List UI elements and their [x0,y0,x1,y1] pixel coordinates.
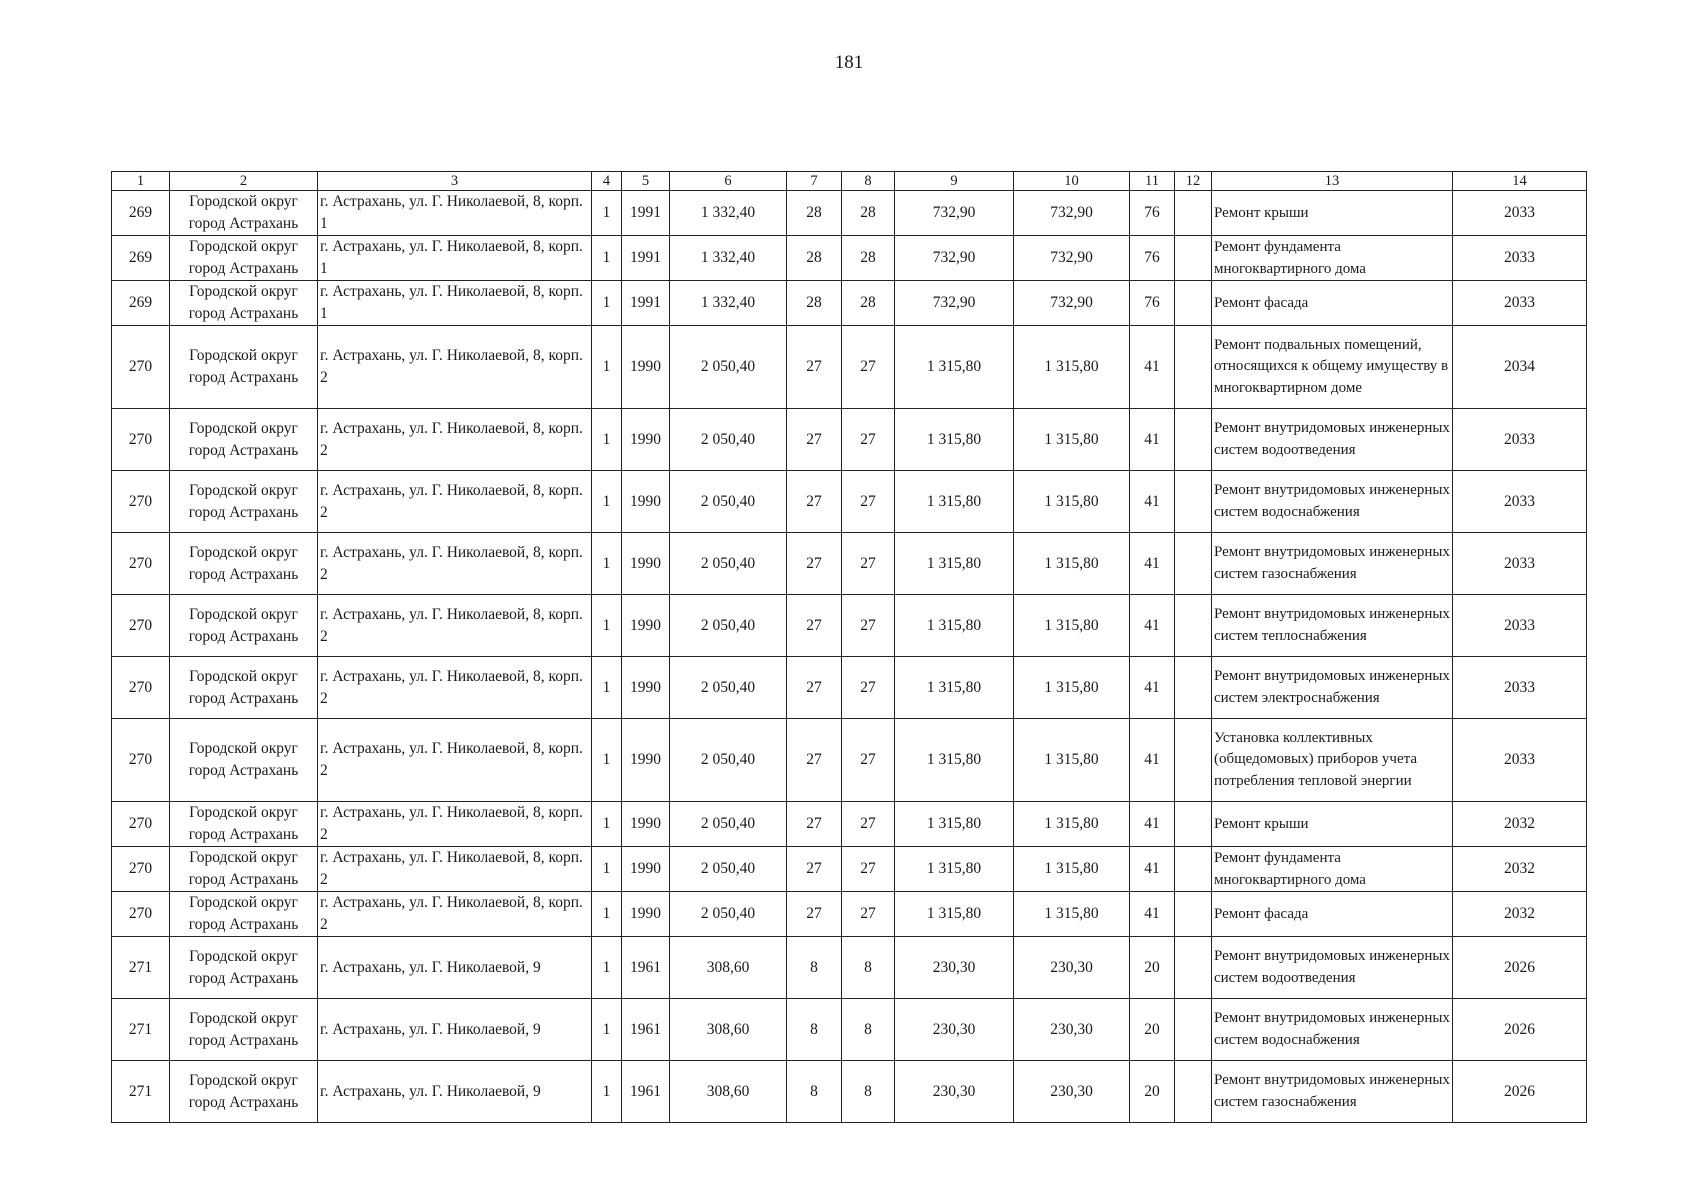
col-7-cell: 27 [787,533,842,595]
column-header: 10 [1014,172,1130,191]
total-area-cell: 1 332,40 [670,191,787,236]
municipality-cell: Городской округ город Астрахань [170,999,318,1061]
municipality-cell: Городской округ город Астрахань [170,281,318,326]
area-cell: 1 315,80 [895,326,1014,409]
col-7-cell: 27 [787,595,842,657]
col-12-cell [1175,326,1212,409]
column-header: 2 [170,172,318,191]
col-8-cell: 28 [842,281,895,326]
residents-cell: 76 [1130,236,1175,281]
table-row [112,533,1587,595]
col-4-cell: 1 [592,281,622,326]
municipality-cell: Городской округ город Астрахань [170,657,318,719]
col-8-cell: 27 [842,533,895,595]
planned-year-cell: 2033 [1453,471,1587,533]
col-4-cell: 1 [592,719,622,802]
planned-year-cell: 2033 [1453,409,1587,471]
planned-year-cell: 2026 [1453,1061,1587,1123]
work-type-cell: Ремонт внутридомовых инженерных систем газоснабжения [1212,533,1453,595]
col-8-cell: 27 [842,657,895,719]
work-type-cell: Ремонт внутридомовых инженерных систем водоснабжения [1212,471,1453,533]
col-7-cell: 28 [787,236,842,281]
planned-year-cell: 2033 [1453,236,1587,281]
residents-cell: 20 [1130,1061,1175,1123]
year-cell: 1961 [622,1061,670,1123]
address-cell: г. Астрахань, ул. Г. Николаевой, 8, корп. 2 [318,471,592,533]
area-cell-2: 230,30 [1014,999,1130,1061]
planned-year-cell: 2033 [1453,191,1587,236]
total-area-cell: 2 050,40 [670,409,787,471]
object-number: 269 [112,281,170,326]
col-12-cell [1175,471,1212,533]
address-cell: г. Астрахань, ул. Г. Николаевой, 9 [318,999,592,1061]
residents-cell: 20 [1130,937,1175,999]
municipality-cell: Городской округ город Астрахань [170,937,318,999]
residents-cell: 41 [1130,657,1175,719]
year-cell: 1990 [622,533,670,595]
area-cell: 1 315,80 [895,847,1014,892]
col-7-cell: 27 [787,847,842,892]
col-8-cell: 27 [842,595,895,657]
col-7-cell: 27 [787,471,842,533]
column-header: 7 [787,172,842,191]
col-4-cell: 1 [592,236,622,281]
col-7-cell: 8 [787,937,842,999]
table-row [112,847,1587,892]
total-area-cell: 2 050,40 [670,595,787,657]
total-area-cell: 2 050,40 [670,802,787,847]
col-8-cell: 27 [842,719,895,802]
col-7-cell: 28 [787,191,842,236]
table-row [112,657,1587,719]
area-cell-2: 1 315,80 [1014,533,1130,595]
col-12-cell [1175,281,1212,326]
column-header: 1 [112,172,170,191]
residents-cell: 41 [1130,847,1175,892]
year-cell: 1961 [622,999,670,1061]
column-header: 4 [592,172,622,191]
area-cell: 1 315,80 [895,657,1014,719]
planned-year-cell: 2033 [1453,719,1587,802]
address-cell: г. Астрахань, ул. Г. Николаевой, 9 [318,937,592,999]
year-cell: 1990 [622,326,670,409]
area-cell-2: 732,90 [1014,191,1130,236]
planned-year-cell: 2033 [1453,281,1587,326]
area-cell: 732,90 [895,281,1014,326]
header-row [112,172,1587,191]
year-cell: 1990 [622,719,670,802]
area-cell-2: 1 315,80 [1014,892,1130,937]
work-type-cell: Ремонт внутридомовых инженерных систем электроснабжения [1212,657,1453,719]
col-12-cell [1175,719,1212,802]
col-12-cell [1175,937,1212,999]
col-12-cell [1175,802,1212,847]
municipality-cell: Городской округ город Астрахань [170,719,318,802]
planned-year-cell: 2032 [1453,847,1587,892]
object-number: 270 [112,802,170,847]
object-number: 270 [112,595,170,657]
table-row [112,471,1587,533]
col-4-cell: 1 [592,595,622,657]
work-type-cell: Ремонт фундамента многоквартирного дома [1212,236,1453,281]
work-type-cell: Ремонт внутридомовых инженерных систем теплоснабжения [1212,595,1453,657]
col-12-cell [1175,999,1212,1061]
work-type-cell: Ремонт фундамента многоквартирного дома [1212,847,1453,892]
col-7-cell: 27 [787,892,842,937]
column-header: 12 [1175,172,1212,191]
object-number: 270 [112,719,170,802]
year-cell: 1991 [622,281,670,326]
work-type-cell: Установка коллективных (общедомовых) приборов учета потребления тепловой энергии [1212,719,1453,802]
object-number: 271 [112,937,170,999]
col-12-cell [1175,657,1212,719]
col-12-cell [1175,892,1212,937]
work-type-cell: Ремонт внутридомовых инженерных систем водоотведения [1212,409,1453,471]
area-cell-2: 1 315,80 [1014,657,1130,719]
col-7-cell: 27 [787,802,842,847]
table-row [112,719,1587,802]
col-12-cell [1175,191,1212,236]
col-4-cell: 1 [592,191,622,236]
planned-year-cell: 2032 [1453,892,1587,937]
table-row [112,1061,1587,1123]
residents-cell: 76 [1130,191,1175,236]
area-cell-2: 1 315,80 [1014,471,1130,533]
area-cell-2: 732,90 [1014,236,1130,281]
area-cell: 732,90 [895,191,1014,236]
area-cell-2: 1 315,80 [1014,719,1130,802]
year-cell: 1990 [622,471,670,533]
col-4-cell: 1 [592,802,622,847]
residents-cell: 41 [1130,533,1175,595]
col-4-cell: 1 [592,999,622,1061]
area-cell: 1 315,80 [895,533,1014,595]
area-cell-2: 230,30 [1014,937,1130,999]
total-area-cell: 2 050,40 [670,471,787,533]
residents-cell: 76 [1130,281,1175,326]
column-header: 9 [895,172,1014,191]
area-cell: 1 315,80 [895,802,1014,847]
address-cell: г. Астрахань, ул. Г. Николаевой, 8, корп. 2 [318,802,592,847]
municipality-cell: Городской округ город Астрахань [170,847,318,892]
work-type-cell: Ремонт внутридомовых инженерных систем водоотведения [1212,937,1453,999]
total-area-cell: 2 050,40 [670,892,787,937]
municipality-cell: Городской округ город Астрахань [170,1061,318,1123]
area-cell-2: 230,30 [1014,1061,1130,1123]
municipality-cell: Городской округ город Астрахань [170,326,318,409]
municipality-cell: Городской округ город Астрахань [170,892,318,937]
address-cell: г. Астрахань, ул. Г. Николаевой, 8, корп. 2 [318,847,592,892]
address-cell: г. Астрахань, ул. Г. Николаевой, 8, корп. 2 [318,595,592,657]
col-8-cell: 8 [842,937,895,999]
col-12-cell [1175,595,1212,657]
col-4-cell: 1 [592,409,622,471]
residents-cell: 41 [1130,326,1175,409]
object-number: 270 [112,326,170,409]
municipality-cell: Городской округ город Астрахань [170,409,318,471]
col-12-cell [1175,409,1212,471]
col-7-cell: 27 [787,657,842,719]
col-7-cell: 27 [787,326,842,409]
col-4-cell: 1 [592,937,622,999]
object-number: 269 [112,191,170,236]
total-area-cell: 2 050,40 [670,657,787,719]
object-number: 270 [112,533,170,595]
col-7-cell: 28 [787,281,842,326]
residents-cell: 41 [1130,595,1175,657]
year-cell: 1990 [622,657,670,719]
area-cell: 1 315,80 [895,719,1014,802]
address-cell: г. Астрахань, ул. Г. Николаевой, 8, корп. 1 [318,281,592,326]
planned-year-cell: 2033 [1453,595,1587,657]
planned-year-cell: 2034 [1453,326,1587,409]
area-cell: 1 315,80 [895,409,1014,471]
total-area-cell: 308,60 [670,1061,787,1123]
planned-year-cell: 2032 [1453,802,1587,847]
col-7-cell: 8 [787,1061,842,1123]
work-type-cell: Ремонт фасада [1212,892,1453,937]
repair-schedule-table [111,171,1587,1123]
year-cell: 1990 [622,802,670,847]
total-area-cell: 2 050,40 [670,847,787,892]
address-cell: г. Астрахань, ул. Г. Николаевой, 8, корп. 2 [318,892,592,937]
column-header: 14 [1453,172,1587,191]
col-12-cell [1175,847,1212,892]
municipality-cell: Городской округ город Астрахань [170,595,318,657]
year-cell: 1990 [622,409,670,471]
year-cell: 1961 [622,937,670,999]
area-cell: 732,90 [895,236,1014,281]
area-cell-2: 1 315,80 [1014,802,1130,847]
planned-year-cell: 2026 [1453,999,1587,1061]
work-type-cell: Ремонт крыши [1212,802,1453,847]
object-number: 270 [112,847,170,892]
total-area-cell: 308,60 [670,999,787,1061]
address-cell: г. Астрахань, ул. Г. Николаевой, 8, корп. 2 [318,326,592,409]
column-header: 3 [318,172,592,191]
table-row [112,191,1587,236]
col-8-cell: 27 [842,471,895,533]
page-number: 181 [834,52,864,73]
object-number: 270 [112,892,170,937]
area-cell-2: 1 315,80 [1014,847,1130,892]
column-header: 6 [670,172,787,191]
object-number: 271 [112,999,170,1061]
object-number: 271 [112,1061,170,1123]
area-cell-2: 1 315,80 [1014,595,1130,657]
residents-cell: 20 [1130,999,1175,1061]
residents-cell: 41 [1130,802,1175,847]
col-8-cell: 8 [842,1061,895,1123]
address-cell: г. Астрахань, ул. Г. Николаевой, 8, корп. 2 [318,409,592,471]
object-number: 270 [112,471,170,533]
area-cell: 230,30 [895,937,1014,999]
residents-cell: 41 [1130,409,1175,471]
col-4-cell: 1 [592,326,622,409]
municipality-cell: Городской округ город Астрахань [170,471,318,533]
col-4-cell: 1 [592,892,622,937]
col-4-cell: 1 [592,471,622,533]
column-header: 5 [622,172,670,191]
object-number: 269 [112,236,170,281]
col-7-cell: 27 [787,409,842,471]
table-row [112,802,1587,847]
object-number: 270 [112,409,170,471]
year-cell: 1991 [622,236,670,281]
column-header: 8 [842,172,895,191]
municipality-cell: Городской округ город Астрахань [170,191,318,236]
work-type-cell: Ремонт подвальных помещений, относящихся к общему имуществу в многоквартирном доме [1212,326,1453,409]
table-row [112,409,1587,471]
area-cell: 230,30 [895,1061,1014,1123]
col-4-cell: 1 [592,533,622,595]
table-row [112,937,1587,999]
col-8-cell: 27 [842,892,895,937]
total-area-cell: 2 050,40 [670,719,787,802]
area-cell: 1 315,80 [895,892,1014,937]
col-7-cell: 27 [787,719,842,802]
total-area-cell: 308,60 [670,937,787,999]
total-area-cell: 2 050,40 [670,326,787,409]
table-row [112,326,1587,409]
table-row [112,892,1587,937]
table-row [112,281,1587,326]
area-cell: 1 315,80 [895,595,1014,657]
address-cell: г. Астрахань, ул. Г. Николаевой, 8, корп. 2 [318,533,592,595]
year-cell: 1990 [622,847,670,892]
year-cell: 1991 [622,191,670,236]
column-header: 13 [1212,172,1453,191]
area-cell-2: 1 315,80 [1014,409,1130,471]
col-8-cell: 27 [842,326,895,409]
col-4-cell: 1 [592,1061,622,1123]
total-area-cell: 2 050,40 [670,533,787,595]
work-type-cell: Ремонт внутридомовых инженерных систем газоснабжения [1212,1061,1453,1123]
col-8-cell: 28 [842,191,895,236]
municipality-cell: Городской округ город Астрахань [170,236,318,281]
work-type-cell: Ремонт крыши [1212,191,1453,236]
address-cell: г. Астрахань, ул. Г. Николаевой, 8, корп. 1 [318,236,592,281]
col-12-cell [1175,1061,1212,1123]
residents-cell: 41 [1130,892,1175,937]
address-cell: г. Астрахань, ул. Г. Николаевой, 8, корп. 2 [318,719,592,802]
area-cell-2: 732,90 [1014,281,1130,326]
table-row [112,236,1587,281]
col-7-cell: 8 [787,999,842,1061]
area-cell-2: 1 315,80 [1014,326,1130,409]
col-12-cell [1175,236,1212,281]
col-4-cell: 1 [592,847,622,892]
work-type-cell: Ремонт внутридомовых инженерных систем водоснабжения [1212,999,1453,1061]
year-cell: 1990 [622,595,670,657]
address-cell: г. Астрахань, ул. Г. Николаевой, 8, корп. 2 [318,657,592,719]
col-8-cell: 27 [842,802,895,847]
municipality-cell: Городской округ город Астрахань [170,802,318,847]
planned-year-cell: 2033 [1453,657,1587,719]
total-area-cell: 1 332,40 [670,281,787,326]
object-number: 270 [112,657,170,719]
table-row [112,595,1587,657]
col-8-cell: 8 [842,999,895,1061]
municipality-cell: Городской округ город Астрахань [170,533,318,595]
residents-cell: 41 [1130,471,1175,533]
planned-year-cell: 2026 [1453,937,1587,999]
work-type-cell: Ремонт фасада [1212,281,1453,326]
area-cell: 1 315,80 [895,471,1014,533]
col-4-cell: 1 [592,657,622,719]
area-cell: 230,30 [895,999,1014,1061]
residents-cell: 41 [1130,719,1175,802]
year-cell: 1990 [622,892,670,937]
total-area-cell: 1 332,40 [670,236,787,281]
col-8-cell: 28 [842,236,895,281]
address-cell: г. Астрахань, ул. Г. Николаевой, 9 [318,1061,592,1123]
table-row [112,999,1587,1061]
col-12-cell [1175,533,1212,595]
address-cell: г. Астрахань, ул. Г. Николаевой, 8, корп. 1 [318,191,592,236]
column-header: 11 [1130,172,1175,191]
col-8-cell: 27 [842,847,895,892]
planned-year-cell: 2033 [1453,533,1587,595]
col-8-cell: 27 [842,409,895,471]
